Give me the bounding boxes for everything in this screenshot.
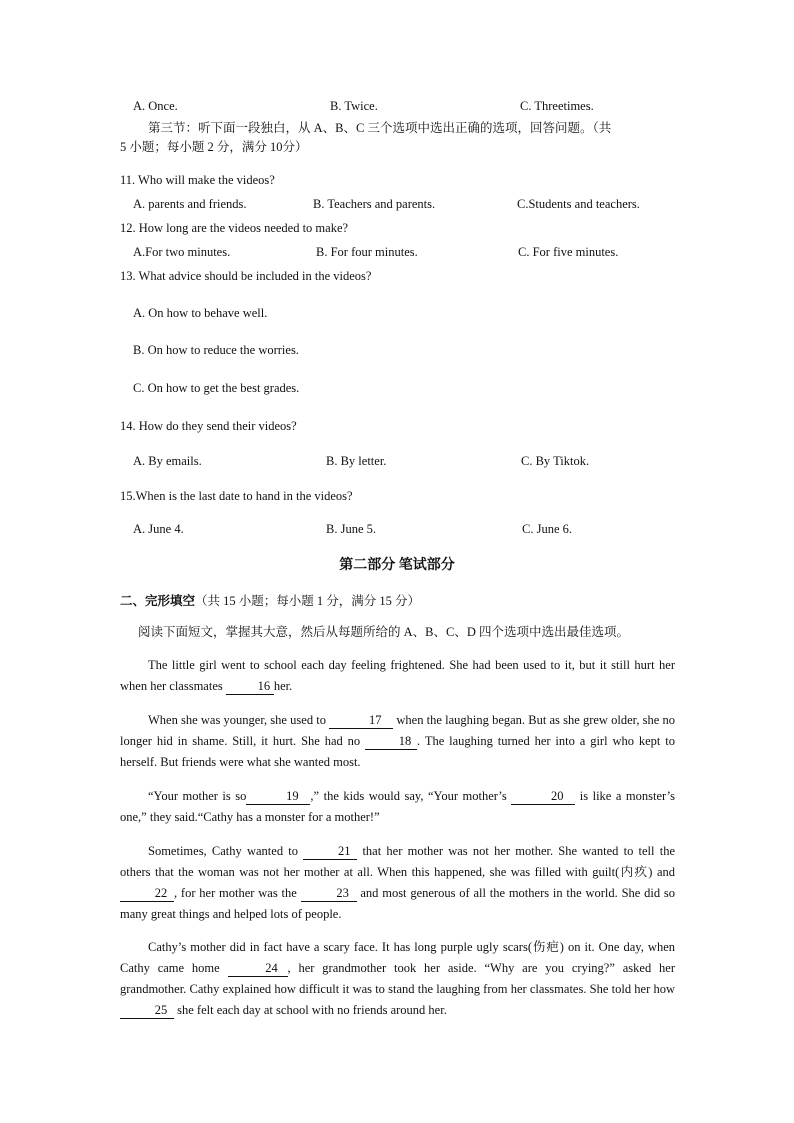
p1-text-2: her.	[273, 679, 293, 693]
p4-text-3: , for her mother was the	[174, 886, 301, 900]
blank-23: 23	[301, 886, 357, 902]
q15-option-c: C. June 6.	[522, 522, 572, 536]
blank-24: 24	[228, 961, 288, 977]
q11-option-b: B. Teachers and parents.	[313, 197, 436, 211]
q12-option-a: A.For two minutes.	[133, 245, 231, 259]
p2-text-2: when the laughing began. But as she grew older, she no longer hid in shame. Still, it hurt. She had no	[120, 713, 675, 748]
passage-paragraph-2	[120, 710, 675, 773]
question-14: 14. How do they send their videos?	[120, 419, 297, 433]
q11-option-a: A. parents and friends.	[133, 197, 247, 211]
p1-text-1: The little girl went to school each day feeling frightened. She had been used to it, but it still hurt her when her classmates	[120, 658, 675, 693]
passage-paragraph-4	[120, 841, 675, 925]
blank-22: 22	[120, 886, 174, 902]
p2-text-3: . The laughing turned her into a girl who kept to herself. But friends were what she wanted most.	[120, 734, 675, 769]
passage-paragraph-5	[120, 937, 675, 1021]
q11-option-c: C.Students and teachers.	[517, 197, 640, 211]
cloze-heading-rest: （共 15 小题；每小题 1 分，满分 15 分）	[195, 594, 421, 608]
q14-option-b: B. By letter.	[326, 454, 387, 468]
q15-option-a: A. June 4.	[133, 522, 184, 536]
question-13: 13. What advice should be included in the videos?	[120, 269, 372, 283]
blank-19: 19	[246, 789, 310, 805]
blank-25: 25	[120, 1003, 174, 1019]
q10-option-b: B. Twice.	[330, 99, 378, 113]
blank-18: 18	[365, 734, 417, 750]
section3-instruction-line1: 第三节：听下面一段独白，从 A、B、C 三个选项中选出正确的选项，回答问题。（共	[148, 121, 612, 135]
blank-20: 20	[511, 789, 575, 805]
passage-paragraph-3	[120, 786, 675, 828]
q14-option-a: A. By emails.	[133, 454, 202, 468]
p4-text-1: Sometimes, Cathy wanted to	[148, 844, 304, 858]
q13-option-b: B. On how to reduce the worries.	[133, 343, 299, 357]
cloze-heading	[120, 591, 420, 611]
blank-21: 21	[303, 844, 357, 860]
part2-title: 第二部分 笔试部分	[339, 558, 455, 573]
cloze-heading-label: 二、完形填空	[120, 594, 196, 608]
cloze-instruction: 阅读下面短文，掌握其大意，然后从每题所给的 A、B、C、D 四个选项中选出最佳选项。	[138, 625, 629, 639]
p3-text-3: is like a monster’s one,” they said.“Cathy has a monster for a mother!”	[120, 789, 676, 824]
p4-text-2: that her mother was not her mother. She wanted to tell the others that the woman was not her mother at all. When this happened, she was filled with guilt(内疚) and	[120, 844, 675, 879]
blank-17: 17	[329, 713, 393, 729]
q15-option-b: B. June 5.	[326, 522, 376, 536]
section3-instruction-line2: 5 小题；每小题 2 分，满分 10分）	[120, 140, 308, 154]
question-12: 12. How long are the videos needed to make?	[120, 221, 349, 235]
q13-option-c: C. On how to get the best grades.	[133, 381, 300, 395]
q14-option-c: C. By Tiktok.	[521, 454, 590, 468]
p4-text-4: and most generous of all the mothers in the world. She did so many great things and helped lots of people.	[120, 886, 675, 921]
p5-text-1: Cathy’s mother did in fact have a scary face. It has long purple ugly scars(伤疤) on it. One day, when Cathy came home	[120, 940, 675, 975]
q13-option-a: A. On how to behave well.	[133, 306, 268, 320]
question-15: 15.When is the last date to hand in the videos?	[120, 489, 353, 503]
p5-text-3: she felt each day at school with no friends around her.	[174, 1003, 447, 1017]
q10-option-c: C. Threetimes.	[520, 99, 594, 113]
p3-text-2: ,” the kids would say, “Your mother’s	[310, 789, 512, 803]
q12-option-c: C. For five minutes.	[518, 245, 619, 259]
passage-paragraph-1	[120, 655, 675, 697]
p5-text-2: , her grandmother took her aside. “Why are you crying?” asked her grandmother. Cathy explained how difficult it was to stand the laughing from her classmates. She told her how	[120, 961, 675, 996]
blank-16: 16	[226, 679, 274, 695]
q10-option-a: A. Once.	[133, 99, 178, 113]
p3-text-1: “Your mother is so	[148, 789, 247, 803]
question-11: 11. Who will make the videos?	[120, 173, 275, 187]
q12-option-b: B. For four minutes.	[316, 245, 418, 259]
p2-text-1: When she was younger, she used to	[148, 713, 330, 727]
